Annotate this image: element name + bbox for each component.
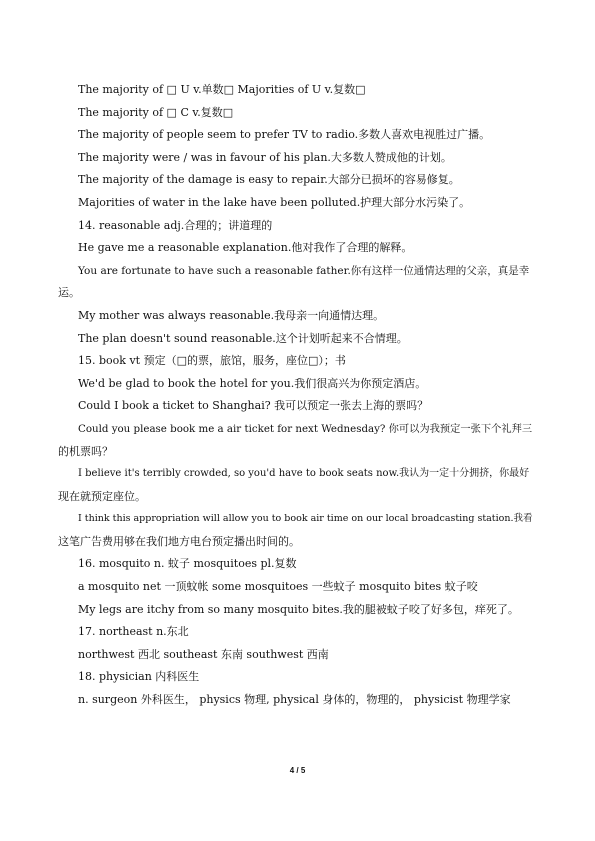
text-line-continuation: 现在就预定座位。 [58, 489, 146, 503]
page-number: 4 / 5 [289, 766, 306, 775]
text-line: My legs are itchy from so many mosquito bites.我的腿被蚊子咬了好多包，痒死了。 [78, 602, 519, 616]
text-line: I believe it's terribly crowded, so you'd have to book seats now.我认为一定十分拥挤，你最好 [78, 468, 530, 480]
text-line: The majority of □ C v.复数□ [78, 105, 234, 119]
text-line: a mosquito net 一顶蚊帐 some mosquitoes 一些蚊子 mosquito bites 蚊子咬 [78, 580, 478, 594]
text-line: Majorities of water in the lake have been polluted.护理大部分水污染了。 [78, 195, 471, 209]
text-line: I think this appropriation will allow you to book air time on our local broadcasting station.我看 [78, 513, 533, 525]
section-heading: 18. physician 内科医生 [78, 670, 200, 684]
text-line-continuation: 的机票吗？ [58, 444, 113, 458]
text-line: The plan doesn't sound reasonable.这个计划听起来不合情理。 [78, 331, 408, 345]
section-heading: 14. reasonable adj.合理的；讲道理的 [78, 218, 273, 232]
text-line: He gave me a reasonable explanation.他对我作了合理的解释。 [78, 241, 413, 255]
text-line: n. surgeon 外科医生， physics 物理, physical 身体的，物理的， physicist 物理学家 [78, 693, 511, 707]
text-line-continuation: 这笔广告费用够在我们地方电台预定播出时间的。 [58, 534, 300, 548]
text-line: My mother was always reasonable.我母亲一向通情达理。 [78, 308, 385, 322]
document-body [58, 79, 538, 712]
text-line: The majority of □ U v.单数□ Majorities of U v.复数□ [78, 83, 366, 96]
text-line: We'd be glad to book the hotel for you.我们很高兴为你预定酒店。 [78, 376, 427, 390]
text-line: Could I book a ticket to Shanghai? 我可以预定一张去上海的票吗？ [78, 399, 429, 413]
section-heading: 16. mosquito n. 蚊子 mosquitoes pl.复数 [78, 557, 297, 571]
text-line: The majority of people seem to prefer TV to radio.多数人喜欢电视胜过广播。 [78, 128, 491, 142]
text-line: The majority were / was in favour of his plan.大多数人赞成他的计划。 [78, 150, 452, 164]
text-line: northwest 西北 southeast 东南 southwest 西南 [78, 647, 329, 661]
section-heading: 15. book vt 预定（□的票，旅馆，服务，座位□）；书 [78, 354, 346, 368]
text-line: You are fortunate to have such a reasonable father.你有这样一位通情达理的父亲，真是幸 [78, 264, 530, 277]
text-line: Could you please book me a air ticket for next Wednesday? 你可以为我预定一张下个礼拜三 [78, 422, 533, 435]
text-line-continuation: 运。 [58, 286, 80, 300]
text-line: The majority of the damage is easy to repair.大部分已损坏的容易修复。 [78, 173, 460, 187]
section-heading: 17. northeast n.东北 [78, 625, 189, 639]
